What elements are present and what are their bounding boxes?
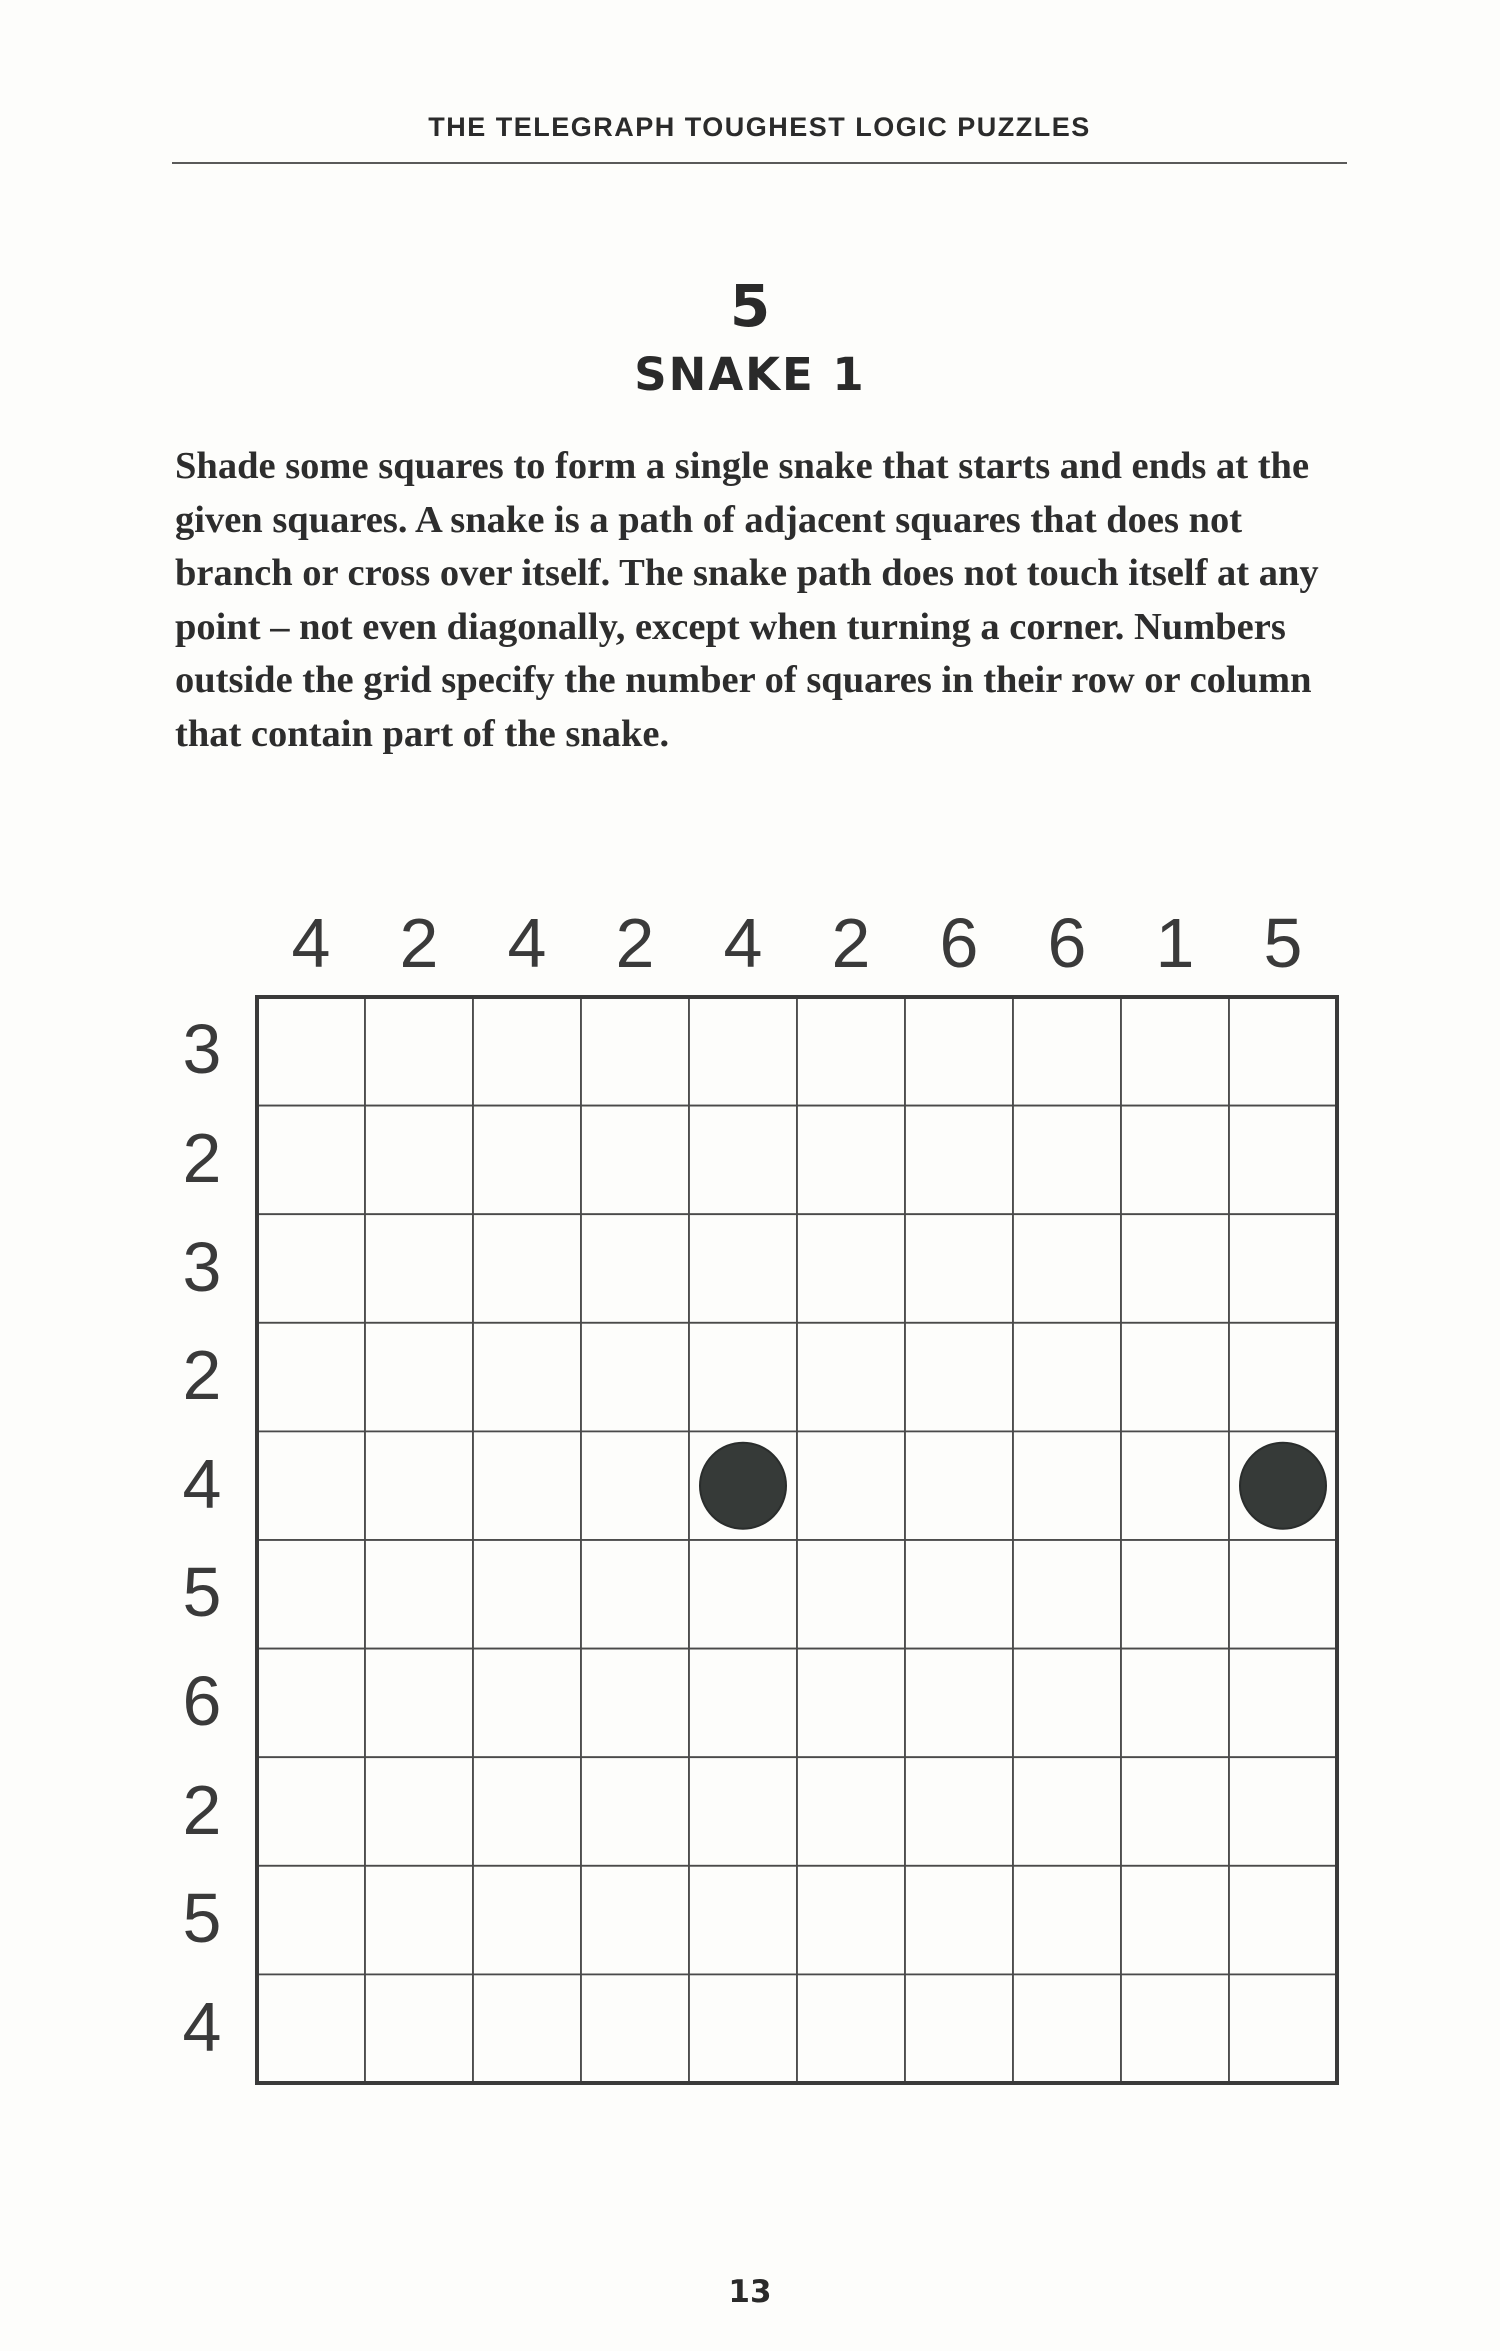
grid-cell-r3-c2[interactable]	[365, 1214, 473, 1323]
grid-cell-r4-c7[interactable]	[905, 1323, 1013, 1432]
grid-cell-r8-c5[interactable]	[689, 1757, 797, 1866]
grid-cell-r4-c9[interactable]	[1121, 1323, 1229, 1432]
grid-cell-r2-c1[interactable]	[257, 1106, 365, 1215]
grid-cell-r7-c9[interactable]	[1121, 1649, 1229, 1758]
row-clue-3: 3	[182, 1227, 222, 1306]
column-clue-7: 6	[939, 904, 979, 982]
grid-cell-r4-c3[interactable]	[473, 1323, 581, 1432]
grid-cell-r4-c2[interactable]	[365, 1323, 473, 1432]
snake-grid	[255, 995, 1343, 2087]
grid-cell-r2-c9[interactable]	[1121, 1106, 1229, 1215]
grid-cell-r9-c6[interactable]	[797, 1866, 905, 1975]
given-square-dot-1	[700, 1443, 786, 1529]
row-clue-4: 2	[182, 1336, 222, 1415]
row-clue-10: 4	[182, 1987, 222, 2066]
grid-cell-r5-c2[interactable]	[365, 1431, 473, 1540]
grid-cell-r5-c7[interactable]	[905, 1431, 1013, 1540]
grid-cell-r4-c6[interactable]	[797, 1323, 905, 1432]
grid-cell-r4-c8[interactable]	[1013, 1323, 1121, 1432]
column-clue-5: 4	[723, 904, 763, 982]
grid-cell-r1-c6[interactable]	[797, 997, 905, 1106]
row-clue-6: 5	[182, 1553, 222, 1632]
grid-cell-r7-c4[interactable]	[581, 1649, 689, 1758]
column-clue-9: 1	[1155, 904, 1195, 982]
column-clue-8: 6	[1047, 904, 1087, 982]
column-clue-10: 5	[1263, 904, 1303, 982]
grid-cell-r7-c5[interactable]	[689, 1649, 797, 1758]
grid-cell-r5-c4[interactable]	[581, 1431, 689, 1540]
column-clue-3: 4	[507, 904, 547, 982]
grid-cell-r6-c6[interactable]	[797, 1540, 905, 1649]
grid-cell-r6-c10[interactable]	[1229, 1540, 1337, 1649]
grid-cell-r6-c4[interactable]	[581, 1540, 689, 1649]
grid-cell-r1-c3[interactable]	[473, 997, 581, 1106]
grid-cell-r2-c8[interactable]	[1013, 1106, 1121, 1215]
grid-cell-r5-c6[interactable]	[797, 1431, 905, 1540]
grid-cell-r7-c8[interactable]	[1013, 1649, 1121, 1758]
grid-cell-r5-c1[interactable]	[257, 1431, 365, 1540]
grid-cell-r6-c5[interactable]	[689, 1540, 797, 1649]
grid-cell-r3-c7[interactable]	[905, 1214, 1013, 1323]
grid-cell-r10-c5[interactable]	[689, 1974, 797, 2083]
grid-cell-r10-c4[interactable]	[581, 1974, 689, 2083]
grid-cell-r9-c3[interactable]	[473, 1866, 581, 1975]
grid-cell-r5-c8[interactable]	[1013, 1431, 1121, 1540]
grid-cell-r9-c1[interactable]	[257, 1866, 365, 1975]
column-clue-1: 4	[291, 904, 331, 982]
grid-cell-r8-c4[interactable]	[581, 1757, 689, 1866]
grid-cell-r8-c6[interactable]	[797, 1757, 905, 1866]
grid-cell-r2-c10[interactable]	[1229, 1106, 1337, 1215]
grid-cell-r9-c2[interactable]	[365, 1866, 473, 1975]
grid-cell-r6-c2[interactable]	[365, 1540, 473, 1649]
row-clue-9: 5	[182, 1879, 222, 1958]
grid-cell-r8-c2[interactable]	[365, 1757, 473, 1866]
grid-cell-r10-c3[interactable]	[473, 1974, 581, 2083]
grid-cell-r9-c8[interactable]	[1013, 1866, 1121, 1975]
grid-cell-r1-c8[interactable]	[1013, 997, 1121, 1106]
grid-cell-r7-c2[interactable]	[365, 1649, 473, 1758]
running-head: THE TELEGRAPH TOUGHEST LOGIC PUZZLES	[428, 112, 1091, 142]
grid-cell-r9-c10[interactable]	[1229, 1866, 1337, 1975]
grid-cell-r8-c9[interactable]	[1121, 1757, 1229, 1866]
header-rule	[172, 162, 1347, 164]
grid-cell-r1-c9[interactable]	[1121, 997, 1229, 1106]
grid-cell-r7-c10[interactable]	[1229, 1649, 1337, 1758]
column-clue-2: 2	[399, 904, 439, 982]
grid-cell-r10-c1[interactable]	[257, 1974, 365, 2083]
puzzle-title: SNAKE 1	[634, 348, 866, 401]
grid-cell-r9-c7[interactable]	[905, 1866, 1013, 1975]
grid-cell-r4-c10[interactable]	[1229, 1323, 1337, 1432]
grid-cell-r1-c1[interactable]	[257, 997, 365, 1106]
grid-cell-r2-c3[interactable]	[473, 1106, 581, 1215]
grid-cell-r8-c7[interactable]	[905, 1757, 1013, 1866]
row-clue-1: 3	[182, 1010, 222, 1089]
grid-cell-r7-c7[interactable]	[905, 1649, 1013, 1758]
row-clue-2: 2	[182, 1118, 222, 1197]
grid-cell-r3-c4[interactable]	[581, 1214, 689, 1323]
grid-cell-r5-c3[interactable]	[473, 1431, 581, 1540]
column-clue-6: 2	[831, 904, 871, 982]
grid-cell-r10-c2[interactable]	[365, 1974, 473, 2083]
grid-cell-r4-c1[interactable]	[257, 1323, 365, 1432]
grid-cell-r10-c10[interactable]	[1229, 1974, 1337, 2083]
grid-cell-r3-c6[interactable]	[797, 1214, 905, 1323]
grid-cell-r7-c1[interactable]	[257, 1649, 365, 1758]
grid-cell-r6-c8[interactable]	[1013, 1540, 1121, 1649]
grid-cell-r3-c5[interactable]	[689, 1214, 797, 1323]
grid-cell-r3-c10[interactable]	[1229, 1214, 1337, 1323]
grid-cell-r2-c6[interactable]	[797, 1106, 905, 1215]
grid-cell-r1-c5[interactable]	[689, 997, 797, 1106]
grid-cell-r1-c4[interactable]	[581, 997, 689, 1106]
grid-cell-r10-c8[interactable]	[1013, 1974, 1121, 2083]
grid-cell-r2-c2[interactable]	[365, 1106, 473, 1215]
grid-cell-r2-c5[interactable]	[689, 1106, 797, 1215]
grid-cell-r9-c9[interactable]	[1121, 1866, 1229, 1975]
row-clue-8: 2	[182, 1770, 222, 1849]
grid-cell-r9-c4[interactable]	[581, 1866, 689, 1975]
grid-cell-r2-c7[interactable]	[905, 1106, 1013, 1215]
grid-cell-r9-c5[interactable]	[689, 1866, 797, 1975]
grid-cell-r10-c9[interactable]	[1121, 1974, 1229, 2083]
page-number: 13	[728, 2274, 772, 2310]
grid-cell-r4-c4[interactable]	[581, 1323, 689, 1432]
grid-cell-r8-c1[interactable]	[257, 1757, 365, 1866]
row-clue-5: 4	[182, 1444, 222, 1523]
grid-cell-r8-c8[interactable]	[1013, 1757, 1121, 1866]
grid-cell-r3-c9[interactable]	[1121, 1214, 1229, 1323]
grid-cell-r6-c7[interactable]	[905, 1540, 1013, 1649]
grid-cell-r3-c1[interactable]	[257, 1214, 365, 1323]
grid-cell-r1-c2[interactable]	[365, 997, 473, 1106]
row-clue-7: 6	[182, 1661, 222, 1740]
grid-cell-r3-c3[interactable]	[473, 1214, 581, 1323]
grid-cell-r8-c10[interactable]	[1229, 1757, 1337, 1866]
grid-cell-r8-c3[interactable]	[473, 1757, 581, 1866]
grid-cell-r3-c8[interactable]	[1013, 1214, 1121, 1323]
grid-cell-r5-c9[interactable]	[1121, 1431, 1229, 1540]
grid-cell-r7-c6[interactable]	[797, 1649, 905, 1758]
grid-cell-r10-c6[interactable]	[797, 1974, 905, 2083]
grid-cell-r10-c7[interactable]	[905, 1974, 1013, 2083]
grid-cell-r2-c4[interactable]	[581, 1106, 689, 1215]
grid-cell-r7-c3[interactable]	[473, 1649, 581, 1758]
grid-cell-r1-c10[interactable]	[1229, 997, 1337, 1106]
grid-cell-r4-c5[interactable]	[689, 1323, 797, 1432]
column-clue-4: 2	[615, 904, 655, 982]
grid-cell-r6-c9[interactable]	[1121, 1540, 1229, 1649]
grid-cell-r6-c3[interactable]	[473, 1540, 581, 1649]
given-square-dot-2	[1240, 1443, 1326, 1529]
grid-cell-r6-c1[interactable]	[257, 1540, 365, 1649]
grid-cell-r1-c7[interactable]	[905, 997, 1013, 1106]
puzzle-number: 5	[729, 272, 771, 340]
puzzle-instructions: Shade some squares to form a single snake that starts and ends at the given squares. A snake is a path of adjacent squares that does not branch or cross over itself. The snake path does not touch itself at any point – not even diagonally, except when turning a corner. Numbers outside the grid specify the number of squares in their row or column that contain part of the snake.	[175, 445, 1319, 755]
